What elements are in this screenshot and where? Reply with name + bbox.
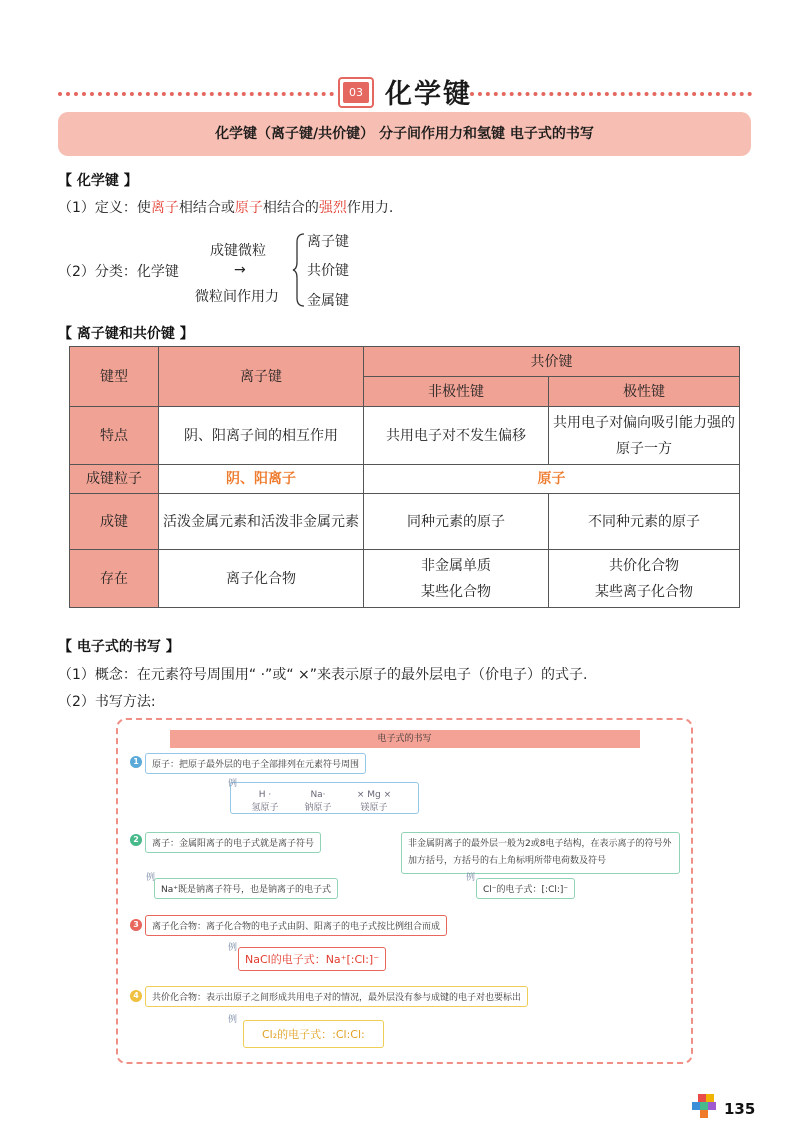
keyword-strong: 强烈 (318, 200, 347, 216)
step-number: 4 (130, 990, 142, 1002)
rule-ionic-compound: 离子化合物：离子化合物的电子式由阴、阳离子的电子式按比例组合而成 (145, 915, 447, 936)
classification-arrow: → (234, 262, 246, 278)
table-row (70, 407, 740, 465)
row-label: 成键 (70, 494, 159, 550)
classification-bottom: 微粒间作用力 (195, 289, 279, 305)
cell: 离子化合物 (159, 550, 364, 608)
step-number: 1 (130, 756, 142, 768)
heading-electron-formula: 【 电子式的书写 】 (58, 639, 180, 655)
section-number-badge (338, 77, 374, 108)
cell: 共价化合物 某些离子化合物 (549, 550, 740, 608)
cell: 同种元素的原子 (364, 494, 549, 550)
section-title: 化学键 (385, 79, 472, 110)
topic-banner: 化学键（离子键/共价键） 分子间作用力和氢键 电子式的书写 (58, 112, 751, 156)
th-ionic: 离子键 (159, 347, 364, 407)
class-item-metallic: 金属键 (307, 293, 349, 309)
th-nonpolar: 非极性键 (364, 377, 549, 407)
definition-line: （1）定义：使离子相结合或原子相结合的强烈作用力. (58, 200, 394, 216)
atom-example: × Mg × 镁原子 (356, 790, 392, 813)
panel-title: 电子式的书写 (170, 730, 640, 748)
heading-ionic-covalent: 【 离子键和共价键 】 (58, 326, 194, 342)
cell: 原子 (364, 465, 740, 494)
example-label: 例 (466, 873, 476, 883)
classification-brace (292, 232, 306, 308)
heading-chemical-bond: 【 化学键 】 (58, 173, 138, 189)
cell: 阴、阳离子 (159, 465, 364, 494)
cell: 活泼金属元素和活泼非金属元素 (159, 494, 364, 550)
publisher-logo-icon (692, 1094, 720, 1120)
method-line: （2）书写方法: (58, 694, 156, 710)
example-label: 例 (228, 779, 238, 789)
rule-cation: 离子：金属阳离子的电子式就是离子符号 (145, 832, 321, 853)
example-label: 例 (228, 1015, 238, 1025)
page-number: 135 (724, 1100, 756, 1118)
rule-anion: 非金属阴离子的最外层一般为2或8电子结构，在表示离子的符号外加方括号，方括号的右上角标明所带电荷数及符号 (401, 832, 680, 874)
th-bond-type: 键型 (70, 347, 159, 407)
cell: 共用电子对不发生偏移 (364, 407, 549, 465)
example-label: 例 (146, 873, 156, 883)
th-polar: 极性键 (549, 377, 740, 407)
header-dotted-rule-right (470, 92, 752, 96)
keyword-atom: 原子 (234, 200, 263, 216)
row-label: 成键粒子 (70, 465, 159, 494)
cell: 阴、阳离子间的相互作用 (159, 407, 364, 465)
example-na-ion: Na⁺既是钠离子符号，也是钠离子的电子式 (154, 878, 338, 899)
classification-top: 成键微粒 (210, 243, 266, 259)
atom-example: Na· 钠原子 (304, 790, 332, 813)
bond-comparison-table (69, 346, 740, 608)
class-item-covalent: 共价键 (307, 263, 349, 279)
rule-atom: 原子：把原子最外层的电子全部排列在元素符号周围 (145, 753, 366, 774)
keyword-ion: 离子 (150, 200, 179, 216)
class-item-ionic: 离子键 (307, 234, 349, 250)
table-row (70, 465, 740, 494)
section-number: 03 (343, 82, 369, 103)
header-dotted-rule-left (58, 92, 334, 96)
cell: 不同种元素的原子 (549, 494, 740, 550)
example-cl2: Cl₂的电子式：:Cl:Cl: (243, 1020, 384, 1048)
table-row (70, 494, 740, 550)
table-row (70, 550, 740, 608)
example-nacl: NaCl的电子式：Na⁺[:Cl:]⁻ (238, 947, 386, 971)
rule-covalent-compound: 共价化合物：表示出原子之间形成共用电子对的情况，最外层没有参与成键的电子对也要标出 (145, 986, 528, 1007)
example-label: 例 (228, 943, 238, 953)
cell: 非金属单质 某些化合物 (364, 550, 549, 608)
row-label: 特点 (70, 407, 159, 465)
atom-example: H · 氢原子 (251, 790, 279, 813)
step-number: 3 (130, 919, 142, 931)
example-cl-ion: Cl⁻的电子式：[:Cl:]⁻ (476, 878, 575, 899)
electron-formula-panel (116, 718, 693, 1064)
row-label: 存在 (70, 550, 159, 608)
th-covalent: 共价键 (364, 347, 740, 377)
step-number: 2 (130, 834, 142, 846)
concept-line: （1）概念：在元素符号周围用“ ·”或“ ×”来表示原子的最外层电子（价电子）的式子. (58, 667, 588, 683)
cell: 共用电子对偏向吸引能力强的原子一方 (549, 407, 740, 465)
classification-label: （2）分类：化学键 (58, 264, 179, 280)
